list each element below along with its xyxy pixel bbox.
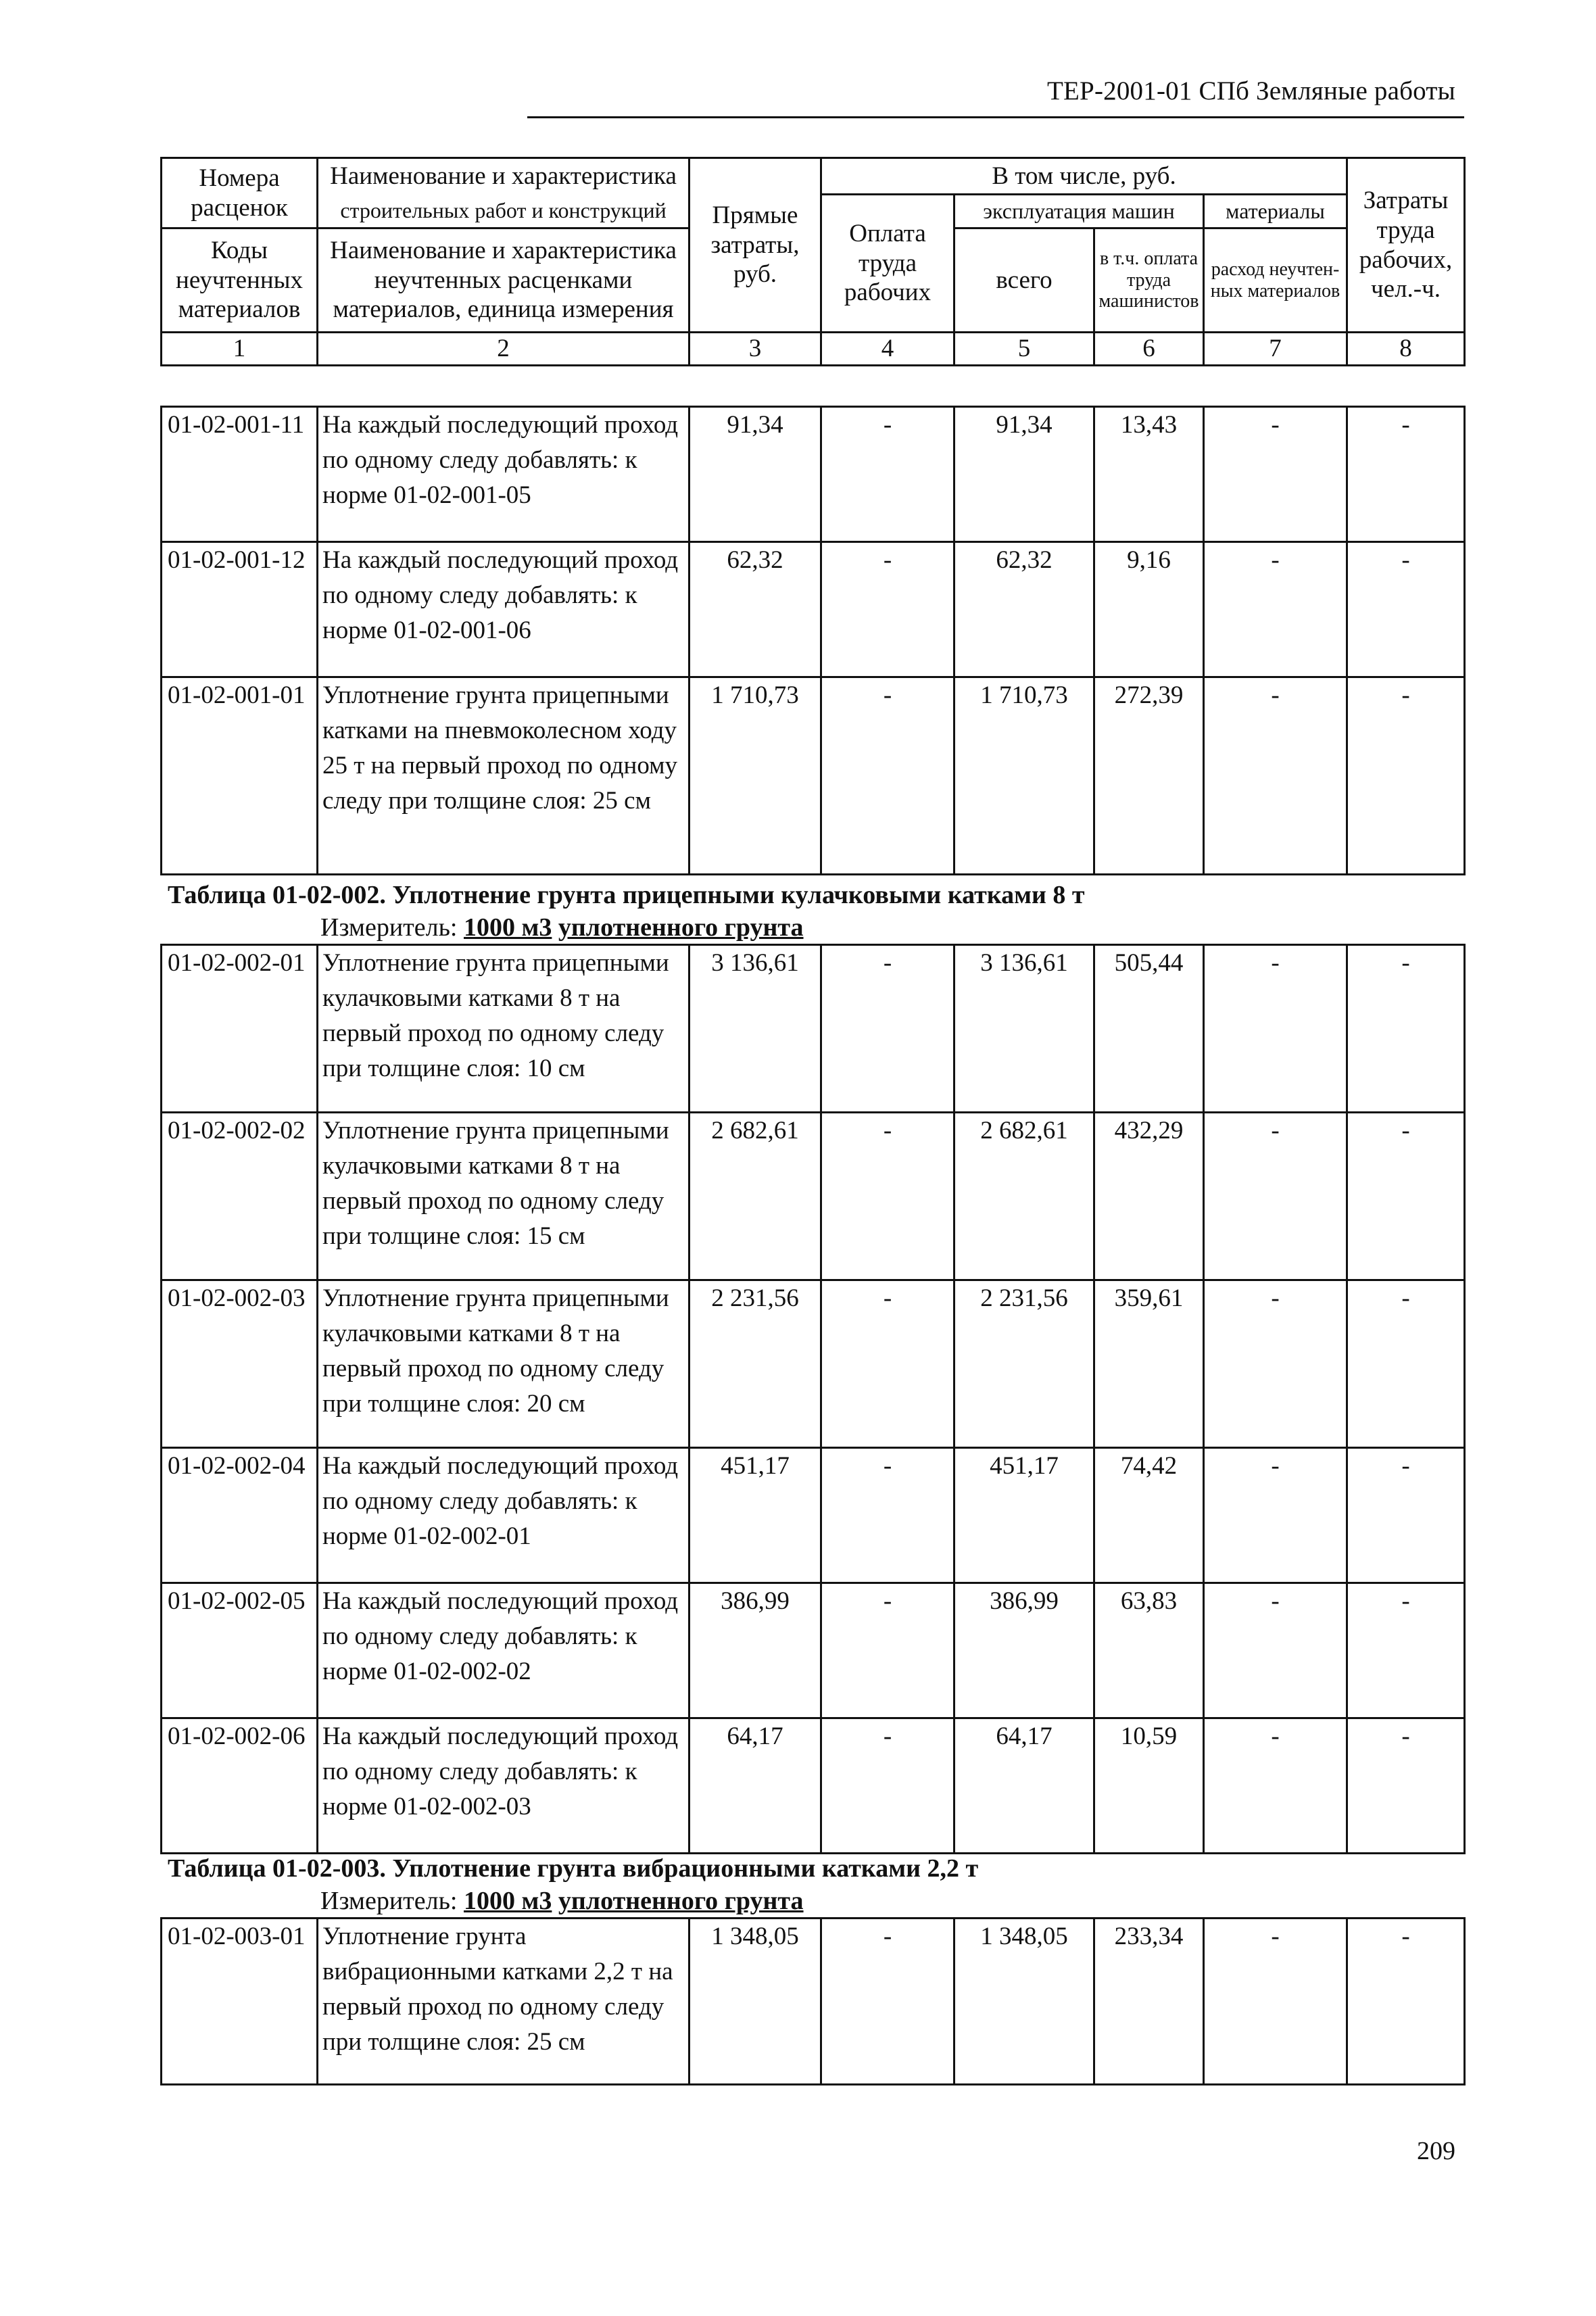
header-num-6: 6 bbox=[1094, 333, 1204, 366]
materials-value: - bbox=[1204, 542, 1347, 677]
header-operator-wages: в т.ч. оплата труда машинистов bbox=[1094, 228, 1204, 333]
labor-hours: - bbox=[1347, 542, 1465, 677]
table-meter-01-02-003 bbox=[320, 1886, 804, 1916]
table-row bbox=[162, 407, 1465, 542]
machine-costs: 1 710,73 bbox=[954, 677, 1094, 875]
machine-costs: 386,99 bbox=[954, 1583, 1094, 1718]
work-description: Уплотнение грунта прицепными кулачковыми катками 8 т на первый проход по одному следу при толщине слоя: 10 см bbox=[318, 945, 690, 1113]
rate-code: 01-02-002-03 bbox=[162, 1280, 318, 1448]
meter-unit: уплотненного грунта bbox=[558, 1887, 804, 1915]
labor-hours: - bbox=[1347, 1448, 1465, 1583]
column-header-table bbox=[160, 157, 1466, 366]
meter-label: Измеритель: bbox=[320, 913, 458, 942]
rate-code: 01-02-002-01 bbox=[162, 945, 318, 1113]
labor-hours: - bbox=[1347, 1919, 1465, 2085]
rate-code: 01-02-002-04 bbox=[162, 1448, 318, 1583]
rates-table-01-02-002 bbox=[160, 944, 1466, 1854]
table-row bbox=[162, 1718, 1465, 1854]
materials-value: - bbox=[1204, 1448, 1347, 1583]
machine-costs: 451,17 bbox=[954, 1448, 1094, 1583]
labor-hours: - bbox=[1347, 945, 1465, 1113]
header-num-2: 2 bbox=[318, 333, 690, 366]
direct-costs: 1 710,73 bbox=[690, 677, 821, 875]
direct-costs: 62,32 bbox=[690, 542, 821, 677]
rate-code: 01-02-001-12 bbox=[162, 542, 318, 677]
header-direct-costs: Прямые затраты, руб. bbox=[690, 158, 821, 333]
table-row bbox=[162, 1919, 1465, 2085]
direct-costs: 1 348,05 bbox=[690, 1919, 821, 2085]
operator-wages: 10,59 bbox=[1094, 1718, 1204, 1854]
operator-wages: 74,42 bbox=[1094, 1448, 1204, 1583]
rates-table-01-02-001 bbox=[160, 406, 1466, 875]
table-row bbox=[162, 1583, 1465, 1718]
operator-wages: 63,83 bbox=[1094, 1583, 1204, 1718]
table-caption-01-02-003: Таблица 01-02-003. Уплотнение грунта вибрационными катками 2,2 т bbox=[168, 1854, 979, 1883]
operator-wages: 505,44 bbox=[1094, 945, 1204, 1113]
rate-code: 01-02-002-02 bbox=[162, 1113, 318, 1280]
page-number: 209 bbox=[1417, 2137, 1455, 2165]
header-machine-operation: эксплуатация машин bbox=[954, 195, 1204, 228]
machine-costs: 2 682,61 bbox=[954, 1113, 1094, 1280]
labor-hours: - bbox=[1347, 1718, 1465, 1854]
labor-hours: - bbox=[1347, 1583, 1465, 1718]
worker-wages: - bbox=[821, 1718, 954, 1854]
work-description: Уплотнение грунта прицепными кулачковыми катками 8 т на первый проход по одному следу при толщине слоя: 20 см bbox=[318, 1280, 690, 1448]
meter-value: 1000 м3 bbox=[464, 1887, 552, 1915]
direct-costs: 64,17 bbox=[690, 1718, 821, 1854]
rate-code: 01-02-002-05 bbox=[162, 1583, 318, 1718]
rate-code: 01-02-003-01 bbox=[162, 1919, 318, 2085]
direct-costs: 451,17 bbox=[690, 1448, 821, 1583]
direct-costs: 3 136,61 bbox=[690, 945, 821, 1113]
header-work-name-line2: строительных работ и конструкций bbox=[318, 195, 690, 228]
labor-hours: - bbox=[1347, 1280, 1465, 1448]
rate-code: 01-02-001-01 bbox=[162, 677, 318, 875]
labor-hours: - bbox=[1347, 677, 1465, 875]
machine-costs: 2 231,56 bbox=[954, 1280, 1094, 1448]
work-description: На каждый последующий проход по одному следу добавлять: к норме 01-02-002-03 bbox=[318, 1718, 690, 1854]
rates-table-01-02-003 bbox=[160, 1917, 1466, 2085]
table-meter-01-02-002 bbox=[320, 913, 804, 942]
direct-costs: 91,34 bbox=[690, 407, 821, 542]
header-num-8: 8 bbox=[1347, 333, 1465, 366]
header-num-4: 4 bbox=[821, 333, 954, 366]
materials-value: - bbox=[1204, 945, 1347, 1113]
worker-wages: - bbox=[821, 945, 954, 1113]
table-row bbox=[162, 542, 1465, 677]
materials-value: - bbox=[1204, 1280, 1347, 1448]
header-worker-wages: Оплата труда рабочих bbox=[821, 195, 954, 333]
materials-value: - bbox=[1204, 1113, 1347, 1280]
header-rule bbox=[527, 116, 1464, 118]
materials-value: - bbox=[1204, 407, 1347, 542]
header-material-name: Наименование и характеристика неучтенных расценками материалов, единица измерения bbox=[318, 228, 690, 333]
header-labor-hours: Затраты труда рабочих, чел.-ч. bbox=[1347, 158, 1465, 333]
labor-hours: - bbox=[1347, 1113, 1465, 1280]
rate-code: 01-02-002-06 bbox=[162, 1718, 318, 1854]
direct-costs: 2 231,56 bbox=[690, 1280, 821, 1448]
table-caption-01-02-002: Таблица 01-02-002. Уплотнение грунта прицепными кулачковыми катками 8 т bbox=[168, 881, 1085, 909]
worker-wages: - bbox=[821, 407, 954, 542]
operator-wages: 233,34 bbox=[1094, 1919, 1204, 2085]
materials-value: - bbox=[1204, 1718, 1347, 1854]
work-description: На каждый последующий проход по одному следу добавлять: к норме 01-02-001-05 bbox=[318, 407, 690, 542]
machine-costs: 62,32 bbox=[954, 542, 1094, 677]
worker-wages: - bbox=[821, 677, 954, 875]
running-head: ТЕР-2001-01 СПб Земляные работы bbox=[1047, 76, 1455, 105]
header-num-7: 7 bbox=[1204, 333, 1347, 366]
table-row bbox=[162, 1448, 1465, 1583]
operator-wages: 359,61 bbox=[1094, 1280, 1204, 1448]
work-description: На каждый последующий проход по одному следу добавлять: к норме 01-02-002-01 bbox=[318, 1448, 690, 1583]
table-row bbox=[162, 1113, 1465, 1280]
work-description: Уплотнение грунта вибрационными катками 2,2 т на первый проход по одному следу при толщине слоя: 25 см bbox=[318, 1919, 690, 2085]
operator-wages: 13,43 bbox=[1094, 407, 1204, 542]
worker-wages: - bbox=[821, 1919, 954, 2085]
table-row bbox=[162, 945, 1465, 1113]
machine-costs: 1 348,05 bbox=[954, 1919, 1094, 2085]
header-rate-numbers: Номера расценок bbox=[162, 158, 318, 228]
header-including-group: В том числе, руб. bbox=[821, 158, 1347, 195]
meter-value: 1000 м3 bbox=[464, 913, 552, 942]
work-description: Уплотнение грунта прицепными кулачковыми катками 8 т на первый проход по одному следу при толщине слоя: 15 см bbox=[318, 1113, 690, 1280]
operator-wages: 272,39 bbox=[1094, 677, 1204, 875]
header-work-name-line1: Наименование и характеристика bbox=[318, 158, 690, 195]
materials-value: - bbox=[1204, 677, 1347, 875]
direct-costs: 2 682,61 bbox=[690, 1113, 821, 1280]
work-description: На каждый последующий проход по одному следу добавлять: к норме 01-02-001-06 bbox=[318, 542, 690, 677]
table-row bbox=[162, 677, 1465, 875]
operator-wages: 432,29 bbox=[1094, 1113, 1204, 1280]
machine-costs: 64,17 bbox=[954, 1718, 1094, 1854]
machine-costs: 3 136,61 bbox=[954, 945, 1094, 1113]
header-num-1: 1 bbox=[162, 333, 318, 366]
direct-costs: 386,99 bbox=[690, 1583, 821, 1718]
header-unaccounted-materials: расход неучтен-ных материалов bbox=[1204, 228, 1347, 333]
labor-hours: - bbox=[1347, 407, 1465, 542]
worker-wages: - bbox=[821, 1113, 954, 1280]
work-description: Уплотнение грунта прицепными катками на пневмоколесном ходу 25 т на первый проход по одному следу при толщине слоя: 25 см bbox=[318, 677, 690, 875]
worker-wages: - bbox=[821, 1448, 954, 1583]
machine-costs: 91,34 bbox=[954, 407, 1094, 542]
header-num-3: 3 bbox=[690, 333, 821, 366]
rate-code: 01-02-001-11 bbox=[162, 407, 318, 542]
worker-wages: - bbox=[821, 1583, 954, 1718]
header-materials: материалы bbox=[1204, 195, 1347, 228]
operator-wages: 9,16 bbox=[1094, 542, 1204, 677]
header-material-codes: Коды неучтенных материалов bbox=[162, 228, 318, 333]
work-description: На каждый последующий проход по одному следу добавлять: к норме 01-02-002-02 bbox=[318, 1583, 690, 1718]
meter-label: Измеритель: bbox=[320, 1887, 458, 1915]
header-machines-total: всего bbox=[954, 228, 1094, 333]
materials-value: - bbox=[1204, 1583, 1347, 1718]
materials-value: - bbox=[1204, 1919, 1347, 2085]
meter-unit: уплотненного грунта bbox=[558, 913, 804, 942]
table-row bbox=[162, 1280, 1465, 1448]
worker-wages: - bbox=[821, 542, 954, 677]
header-num-5: 5 bbox=[954, 333, 1094, 366]
worker-wages: - bbox=[821, 1280, 954, 1448]
